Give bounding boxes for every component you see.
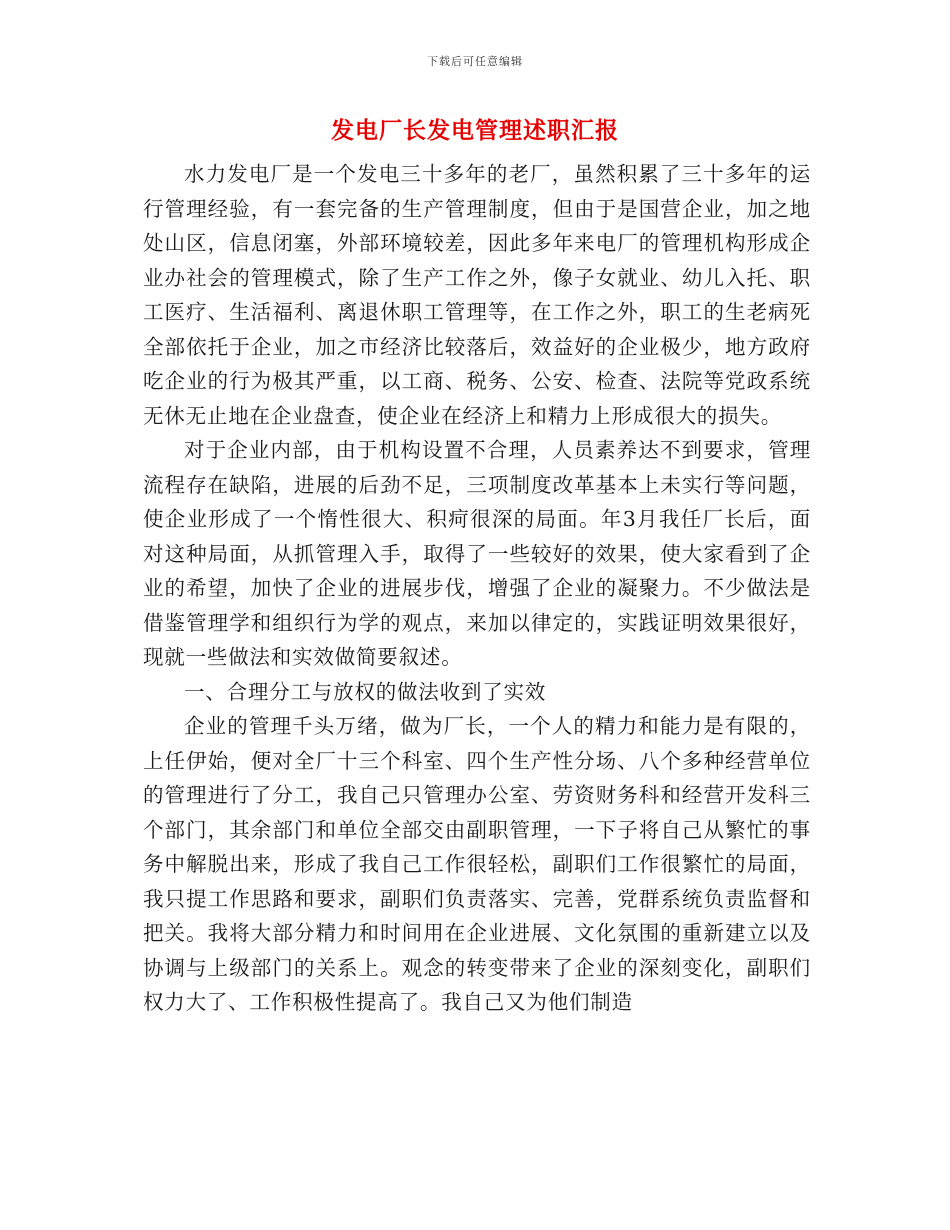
paragraph: 水力发电厂是一个发电三十多年的老厂，虽然积累了三十多年的运行管理经验，有一套完备的生产管理制度，但由于是国营企业，加之地处山区，信息闭塞，外部环境较差，因此多年来电厂的管理机构形成企业办社会的管理模式，除了生产工作之外，像子女就业、幼儿入托、职工医疗、生活福利、离退休职工管理等，在工作之外，职工的生老病死全部依托于企业，加之市经济比较落后，效益好的企业极少，地方政府吃企业的行为极其严重，以工商、税务、公安、检查、法院等党政系统无休无止地在企业盘查，使企业在经济上和精力上形成很大的损失。 bbox=[143, 162, 811, 428]
header-note: 下载后可任意编辑 bbox=[427, 55, 523, 68]
document-title: 发电厂长发电管理述职汇报 bbox=[331, 118, 619, 144]
section-heading: 一、合理分工与放权的做法收到了实效 bbox=[184, 679, 547, 704]
document-body bbox=[143, 157, 811, 1020]
paragraph: 企业的管理千头万绪，做为厂长，一个人的精力和能力是有限的，上任伊始，便对全厂十三个科室、四个生产性分场、八个多种经营单位的管理进行了分工，我自己只管理办公室、劳资财务科和经营开发科三个部门，其余部门和单位全部交由副职管理，一下子将自己从繁忙的事务中解脱出来，形成了我自己工作很轻松，副职们工作很繁忙的局面，我只提工作思路和要求，副职们负责落实、完善，党群系统负责监督和把关。我将大部分精力和时间用在企业进展、文化氛围的重新建立以及协调与上级部门的关系上。观念的转变带来了企业的深刻变化，副职们权力大了、工作积极性提高了。我自己又为他们制造 bbox=[143, 714, 811, 1014]
paragraph: 对于企业内部，由于机构设置不合理，人员素养达不到要求，管理流程存在缺陷，进展的后劲不足，三项制度改革基本上未实行等问题，使企业形成了一个惰性很大、积疴很深的局面。年3月我任厂长后，面对这种局面，从抓管理入手，取得了一些较好的效果，使大家看到了企业的希望，加快了企业的进展步伐，增强了企业的凝聚力。不少做法是借鉴管理学和组织行为学的观点，来加以律定的，实践证明效果很好，现就一些做法和实效做简要叙述。 bbox=[143, 438, 811, 669]
